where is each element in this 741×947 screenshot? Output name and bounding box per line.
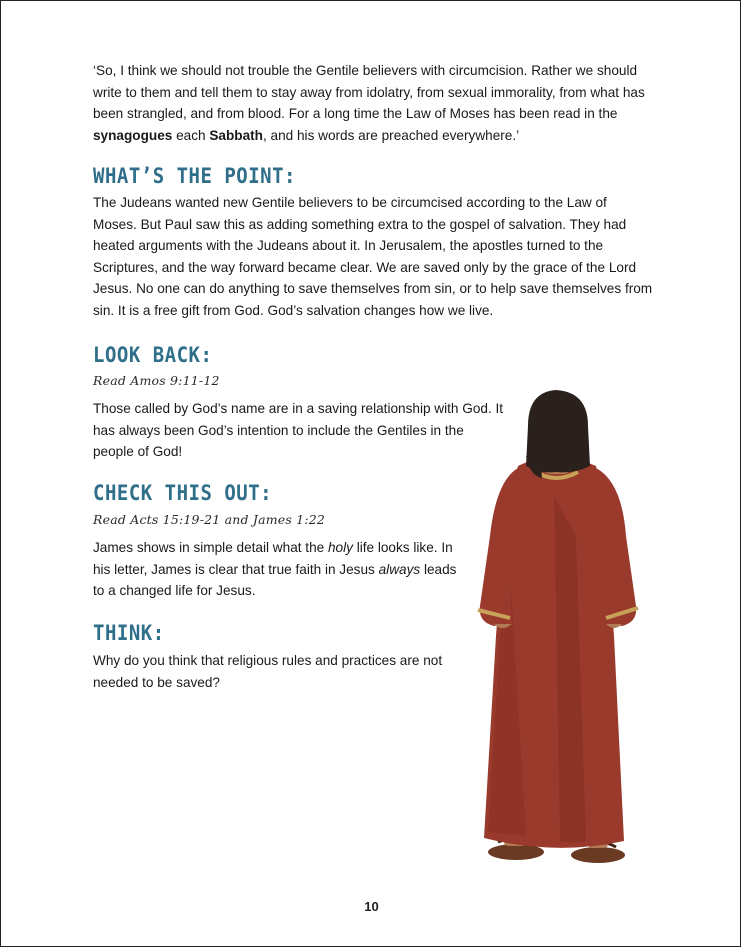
- think-body: Why do you think that religious rules and practices are not needed to be saved?: [93, 653, 443, 690]
- check-text-1: James shows in simple detail what the: [93, 540, 328, 555]
- quote-text-3: , and his words are preached everywhere.’: [262, 127, 520, 143]
- quote-text-1: ‘So, I think we should not trouble the Gentile believers with circumcision. Rather we should write to them and tell them to stay away from idolatry, from sexual immorality, from what has been strangled, and from blood. For a long time the Law of Moses has been read in the: [93, 63, 645, 121]
- check-this-out-heading: CHECK THIS OUT:: [93, 481, 273, 506]
- check-italic-always: always: [378, 561, 421, 577]
- look-back-reference: Read Amos 9:11-12: [93, 373, 220, 388]
- whats-the-point-body: The Judeans wanted new Gentile believers to be circumcised according to the Law of Moses. But Paul saw this as adding something extra to the gospel of salvation. They had heated arguments with the Judeans about it. In Jerusalem, the apostles turned to the Scriptures, and the way forward became clear. We are saved only by the grace of the Lord Jesus. No one can do anything to save themselves from sin, or to help save themselves from sin. It is a free gift from God. God’s salvation changes how we live.: [93, 195, 653, 318]
- think-heading: THINK:: [93, 621, 165, 646]
- check-text-3: leads to a changed life for Jesus.: [93, 561, 457, 598]
- quote-bold-sabbath: Sabbath: [209, 127, 263, 143]
- robed-man-illustration: [456, 386, 656, 876]
- check-this-out-body: [93, 537, 465, 602]
- page-number: 10: [364, 899, 379, 914]
- quote-bold-synagogues: synagogues: [93, 127, 173, 143]
- check-text-2: life looks like. In his letter, James is clear that true faith in Jesus: [93, 540, 453, 577]
- check-this-out-reference: Read Acts 15:19-21 and James 1:22: [93, 512, 326, 527]
- look-back-heading: LOOK BACK:: [93, 343, 213, 368]
- check-italic-holy: holy: [327, 540, 353, 555]
- quote-paragraph: [93, 60, 653, 146]
- quote-text-2: each: [172, 127, 210, 143]
- whats-the-point-heading: WHAT’S THE POINT:: [93, 164, 296, 189]
- look-back-body: Those called by God’s name are in a saving relationship with God. It has always been God’s intention to include the Gentiles in the people of God!: [93, 401, 504, 459]
